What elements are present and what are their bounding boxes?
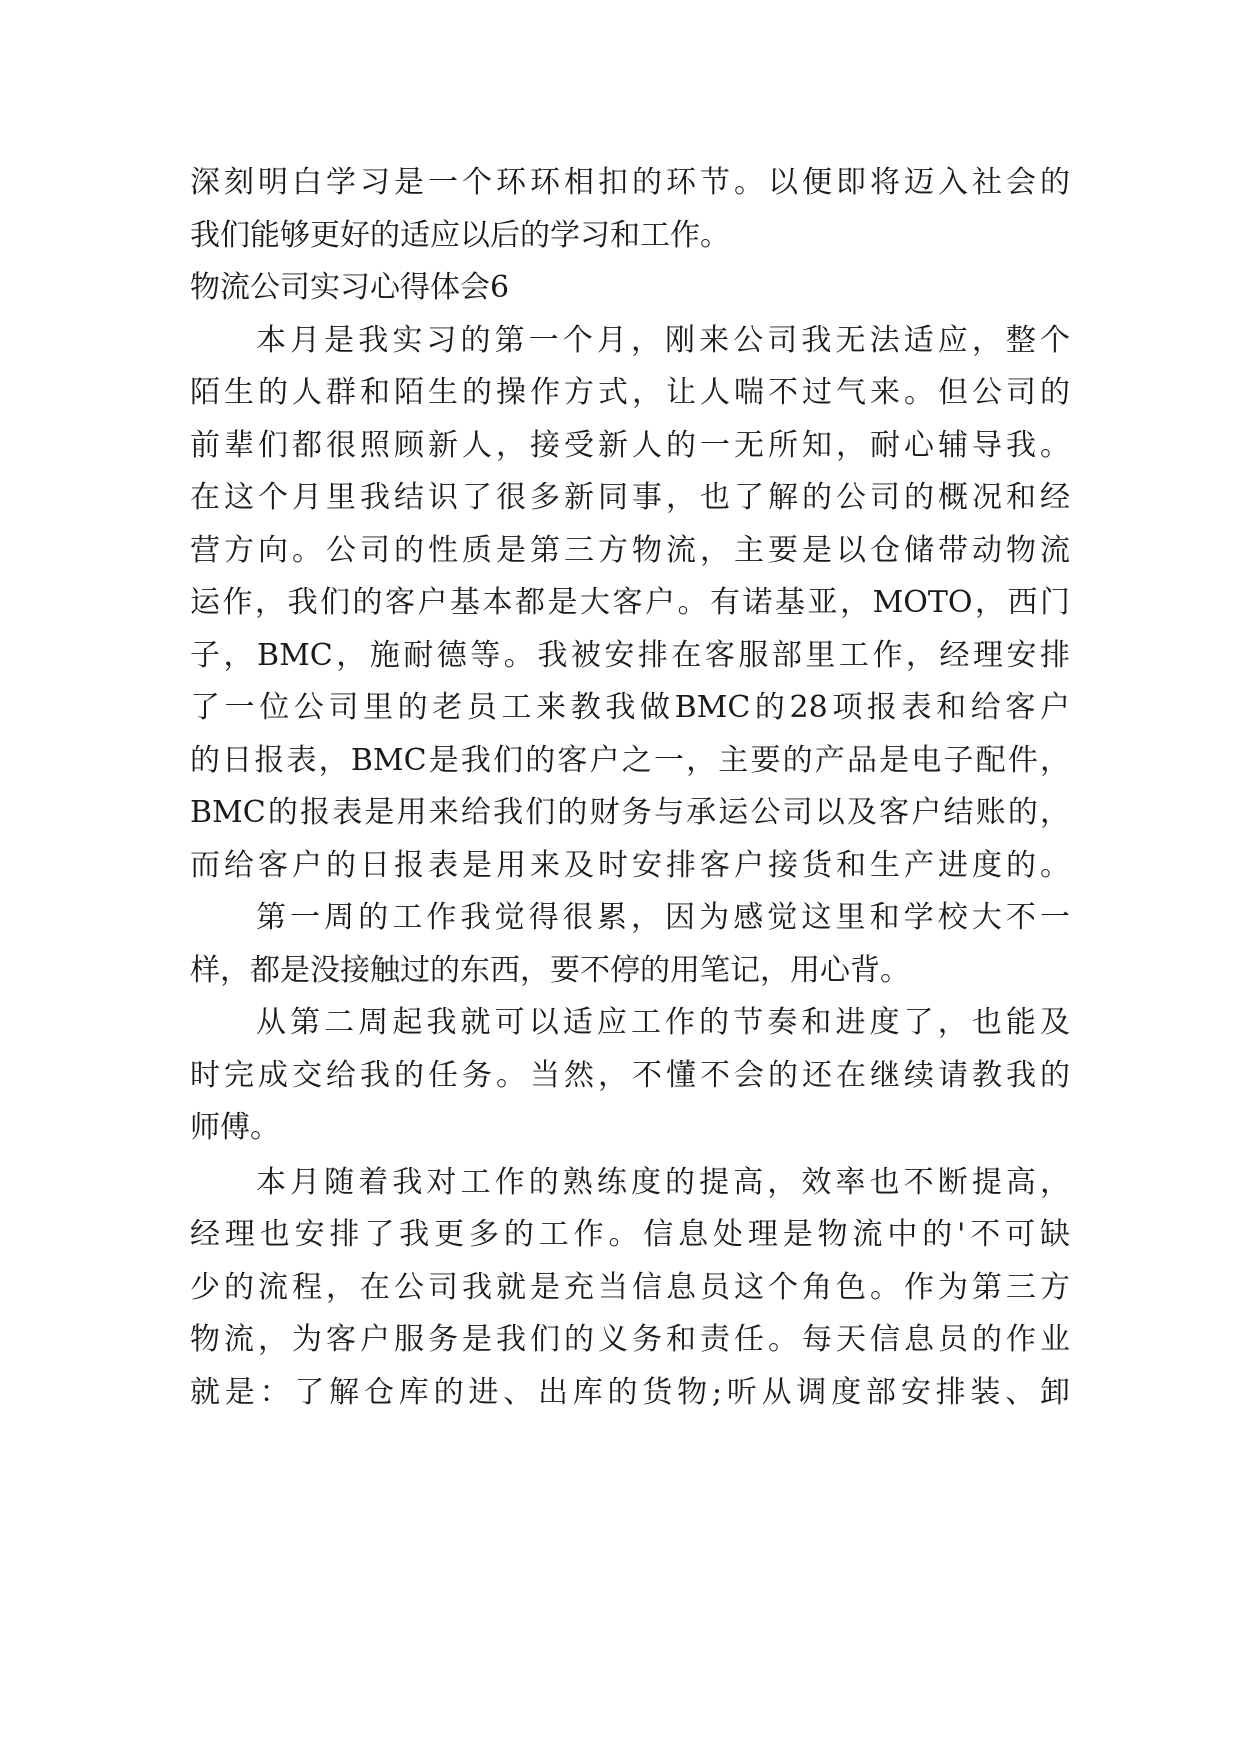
section-heading: 物流公司实习心得体会6 (190, 270, 510, 305)
text-line: 的日报表，BMC是我们的客户之一，主要的产品是电子配件， (190, 743, 1070, 778)
text-line: 陌生的人群和陌生的操作方式，让人喘不过气来。但公司的 (190, 375, 1070, 410)
text-line: 子，BMC，施耐德等。我被安排在客服部里工作，经理安排 (190, 638, 1070, 673)
text-line: 运作，我们的客户基本都是大客户。有诺基亚，MOTO，西门 (190, 585, 1070, 620)
text-line: 我们能够更好的适应以后的学习和工作。 (190, 218, 730, 253)
text-line: 第一周的工作我觉得很累，因为感觉这里和学校大不一 (256, 900, 1070, 935)
text-line: 物流，为客户服务是我们的义务和责任。每天信息员的作业 (190, 1322, 1070, 1357)
text-line: 师傅。 (190, 1110, 280, 1145)
text-line: BMC的报表是用来给我们的财务与承运公司以及客户结账的， (190, 795, 1070, 830)
text-line: 前辈们都很照顾新人，接受新人的一无所知，耐心辅导我。 (190, 428, 1070, 463)
text-line: 深刻明白学习是一个环环相扣的环节。以便即将迈入社会的 (190, 165, 1070, 200)
text-line: 就是：了解仓库的进、出库的货物;听从调度部安排装、卸 (190, 1375, 1070, 1410)
text-line: 了一位公司里的老员工来教我做BMC的28项报表和给客户 (190, 690, 1070, 725)
text-line: 营方向。公司的性质是第三方物流，主要是以仓储带动物流 (190, 533, 1070, 568)
text-line: 时完成交给我的任务。当然，不懂不会的还在继续请教我的 (190, 1058, 1070, 1093)
text-line: 本月随着我对工作的熟练度的提高，效率也不断提高， (256, 1165, 1070, 1200)
text-line: 少的流程，在公司我就是充当信息员这个角色。作为第三方 (190, 1270, 1070, 1305)
text-line: 在这个月里我结识了很多新同事，也了解的公司的概况和经 (190, 480, 1070, 515)
text-line: 从第二周起我就可以适应工作的节奏和进度了，也能及 (256, 1005, 1070, 1040)
text-line: 样，都是没接触过的东西，要不停的用笔记，用心背。 (190, 953, 910, 988)
text-line: 本月是我实习的第一个月，刚来公司我无法适应，整个 (256, 323, 1070, 358)
text-line: 经理也安排了我更多的工作。信息处理是物流中的'不可缺 (190, 1217, 1070, 1252)
text-line: 而给客户的日报表是用来及时安排客户接货和生产进度的。 (190, 848, 1070, 883)
